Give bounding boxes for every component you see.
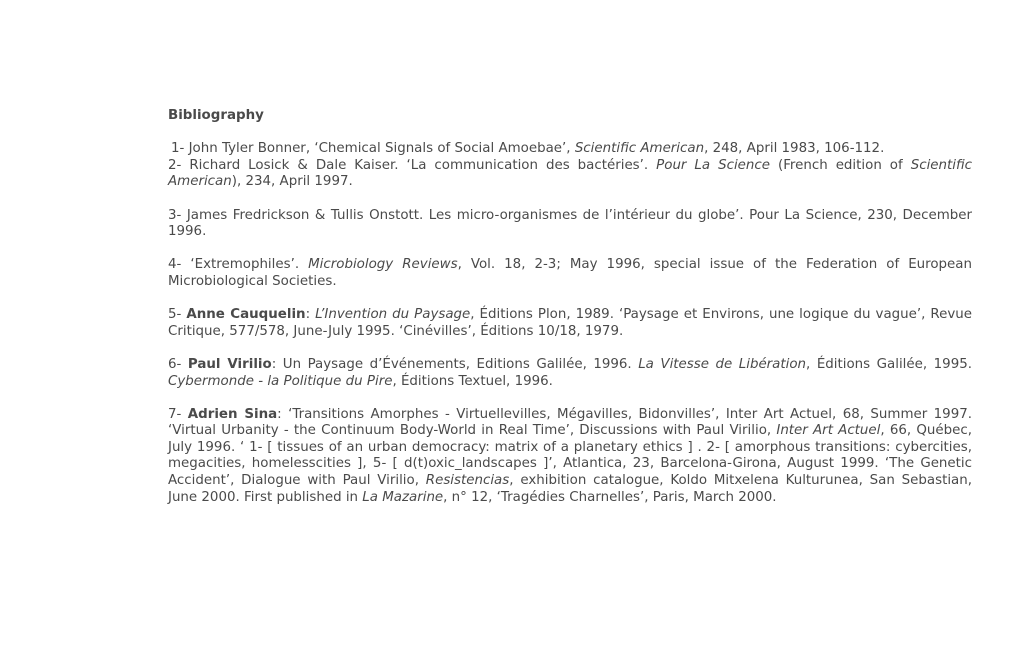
ref-text: 6- <box>168 356 188 372</box>
reference-6 <box>168 357 972 390</box>
bibliography-page <box>168 108 972 506</box>
ref-journal: Inter Art Actuel <box>776 423 881 439</box>
ref-text: 1- John Tyler Bonner, ‘Chemical Signals of Social Amoebae’, <box>171 141 575 157</box>
reference-4 <box>168 257 972 290</box>
reference-2 <box>168 158 972 191</box>
ref-author: Anne Cauquelin <box>186 307 306 323</box>
ref-journal: Scientific American <box>168 157 972 190</box>
ref-text: , 66, Québec, July 1996. ‘ 1- [ tissues of an urban democracy: matrix of a planetary ethics ] . 2- [ amorphous transitions: cybercities, megacities, homelesscities ], 5- [ d(t)oxic_landscapes ]’, Atlantica, 23, Barcelona-Girona, August 1999. ‘The Genetic Accident’, Dialogue with Paul Virilio, <box>168 423 973 489</box>
ref-text: , Vol. 18, 2-3; May 1996, special issue of the Federation of European Microbiological Societies. <box>168 257 972 289</box>
ref-text: , Éditions Galilée, 1995. <box>806 356 972 372</box>
ref-text: , exhibition catalogue, Koldo Mitxelena Kulturunea, San Sebastian, June 2000. First published in <box>168 473 972 505</box>
reference-3 <box>168 208 972 241</box>
ref-journal: Microbiology Reviews <box>308 257 458 273</box>
ref-text: : <box>305 307 316 323</box>
ref-text: , Éditions Plon, 1989. ‘Paysage et Environs, une logique du vague’, Revue Critique, 577/578, June-July 1995. ‘Cinévilles’, Éditions 10/18, 1979. <box>168 307 972 339</box>
bibliography-title: Bibliography <box>168 108 264 123</box>
ref-work-title: L’Invention du Paysage <box>315 307 471 323</box>
ref-work-title: Resistencias <box>425 473 510 489</box>
ref-text: : ‘Transitions Amorphes - Virtuellevilles, Mégavilles, Bidonvilles’, Inter Art Actuel, 68, Summer 1997. ‘Virtual Urbanity - the Continuum Body-World in Real Time’, Discussions with Paul Virilio, <box>168 406 972 439</box>
ref-author: Adrien Sina <box>187 406 278 422</box>
ref-text: 4- ‘Extremophiles’. <box>168 257 309 273</box>
ref-journal: Pour La Science <box>656 157 770 173</box>
ref-text: 2- Richard Losick & Dale Kaiser. ‘La communication des bactéries’. <box>168 157 657 173</box>
ref-work-title: Cybermonde - la Politique du Pire <box>168 373 393 389</box>
ref-work-title: La Vitesse de Libération <box>638 356 807 372</box>
ref-text: : Un Paysage d’Événements, Editions Galilée, 1996. <box>271 356 639 372</box>
ref-text: , Éditions Textuel, 1996. <box>392 373 553 389</box>
reference-5 <box>168 307 972 340</box>
ref-journal: Scientific American <box>574 141 705 157</box>
ref-text: (French edition of <box>769 157 911 173</box>
ref-journal: La Mazarine <box>362 489 444 505</box>
reference-7 <box>168 407 972 507</box>
ref-text: 5- <box>168 307 187 323</box>
ref-text: , n° 12, ‘Tragédies Charnelles’, Paris, March 2000. <box>443 489 777 505</box>
reference-1 <box>168 141 972 158</box>
ref-text: , 248, April 1983, 106-112. <box>704 141 885 157</box>
ref-author: Paul Virilio <box>187 356 272 372</box>
ref-text: 3- James Fredrickson & Tullis Onstott. Les micro-organismes de l’intérieur du globe’. Pour La Science, 230, December 1996. <box>168 207 972 240</box>
ref-text: 7- <box>168 406 188 422</box>
ref-text: ), 234, April 1997. <box>231 174 353 190</box>
